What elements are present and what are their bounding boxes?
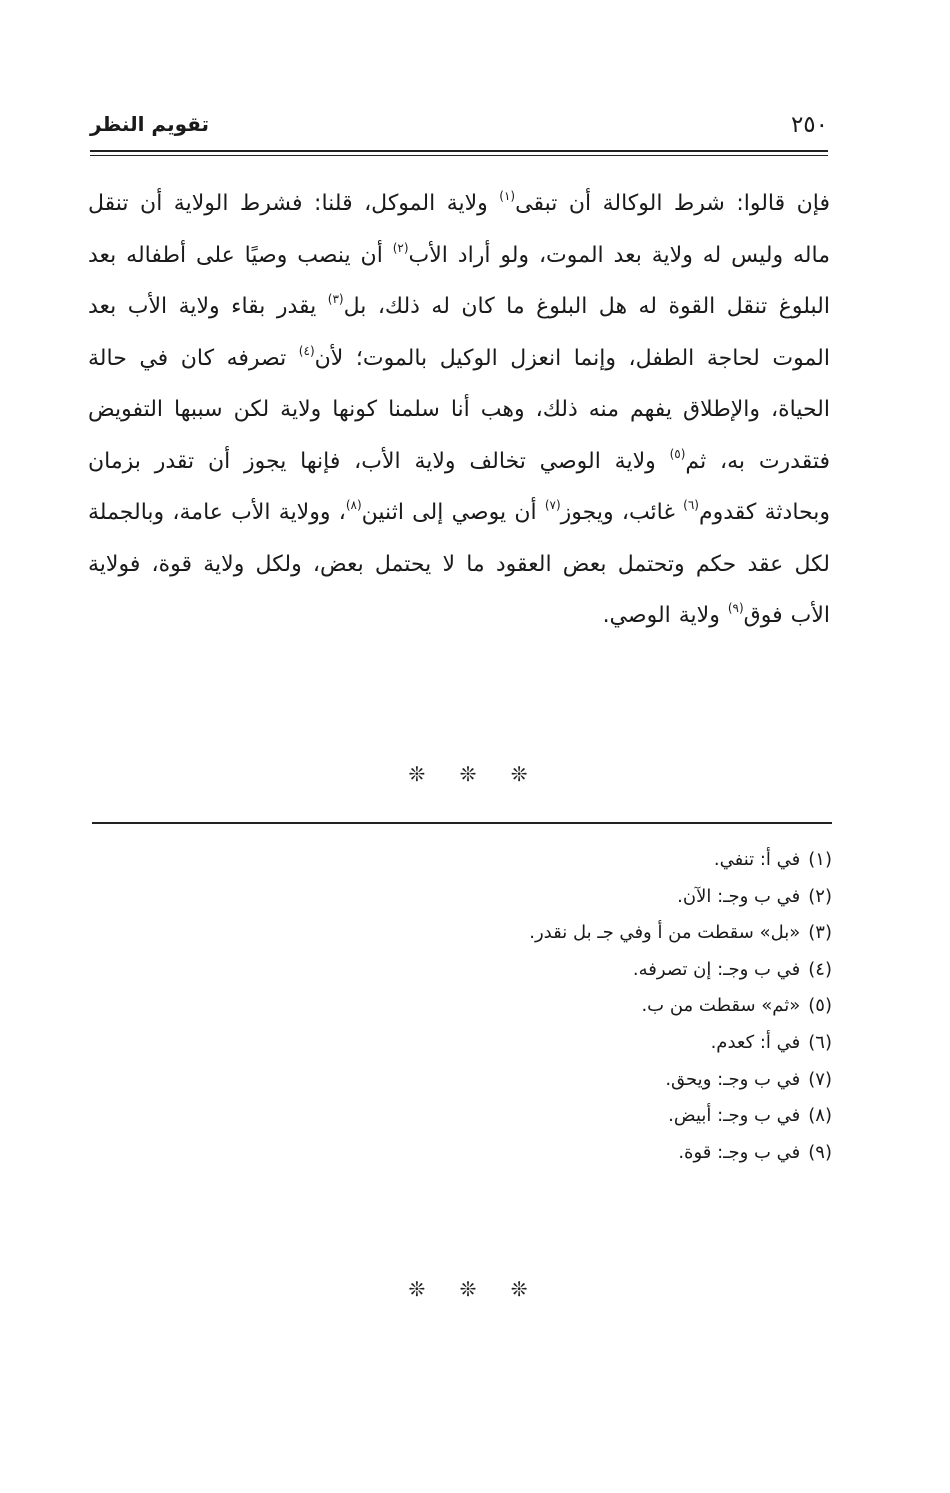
header-rule-thin bbox=[90, 155, 828, 156]
page-number: ٢٥٠ bbox=[790, 112, 828, 138]
footnote-text: في أ: كعدم. bbox=[710, 1031, 801, 1053]
footnote-marker-4: (٤) bbox=[298, 343, 315, 358]
footnote-marker-5: (٥) bbox=[669, 446, 686, 461]
footnote-marker-7: (٧) bbox=[544, 498, 561, 512]
footnote-item bbox=[132, 1135, 832, 1172]
footnote-number: (٥) bbox=[808, 995, 832, 1017]
footnote-marker-9: (٩) bbox=[727, 601, 744, 615]
footnote-marker-3: (٣) bbox=[327, 292, 344, 306]
text-segment: يقدر بقاء ولاية الأب بعد الموت لحاجة الطفل، وإنما انعزل الوكيل بالموت؛ لأن bbox=[88, 294, 830, 371]
footnote-number: (٤) bbox=[808, 958, 832, 980]
footnote-text: في ب وجـ: إن تصرفه. bbox=[632, 958, 801, 980]
text-segment: أن ينصب وصيًا على أطفاله بعد البلوغ تنقل القوة له هل البلوغ ما كان له ذلك، بل bbox=[88, 242, 830, 319]
footnote-item bbox=[132, 879, 832, 916]
footnote-text: في ب وجـ: أبيض. bbox=[668, 1105, 801, 1127]
footnote-text: «ثم» سقطت من ب. bbox=[641, 995, 801, 1017]
footnote-item bbox=[132, 1098, 832, 1135]
footnote-number: (١) bbox=[808, 849, 832, 870]
footnote-marker-1: (١) bbox=[499, 189, 516, 203]
page-header bbox=[90, 112, 828, 148]
header-rule-thick bbox=[90, 150, 828, 152]
text-segment: غائب، ويجوز bbox=[560, 500, 684, 525]
footnote-text: في ب وجـ: ويحق. bbox=[665, 1068, 801, 1090]
footnote-number: (٧) bbox=[808, 1068, 832, 1090]
footnote-item bbox=[132, 1025, 832, 1062]
footnote-rule bbox=[92, 822, 832, 824]
text-segment: أن يوصي إلى اثنين bbox=[361, 500, 545, 525]
footnote-number: (٩) bbox=[808, 1141, 832, 1163]
text-segment: ولاية الوصي تخالف ولاية الأب، فإنها يجوز أن تقدر بزمان وبحادثة كقدوم bbox=[88, 448, 830, 525]
footnote-item bbox=[132, 1062, 832, 1099]
footnote-text: في ب وجـ: الآن. bbox=[677, 885, 801, 907]
end-separator: ❊ ❊ ❊ bbox=[408, 1277, 542, 1301]
footnote-number: (٦) bbox=[808, 1031, 832, 1053]
footnote-item bbox=[132, 915, 832, 952]
footnote-number: (٣) bbox=[808, 922, 832, 944]
footnote-item bbox=[132, 952, 832, 989]
text-segment: فإن قالوا: شرط الوكالة أن تبقى bbox=[515, 191, 830, 216]
text-segment: ولاية الموكل، قلنا: فشرط الولاية أن تنقل ماله وليس له ولاية بعد الموت، ولو أراد الأب bbox=[88, 191, 830, 268]
footnote-number: (٢) bbox=[808, 885, 832, 907]
footnote-text: في أ: تنفي. bbox=[713, 849, 801, 870]
section-separator: ❊ ❊ ❊ bbox=[408, 762, 542, 786]
footnote-marker-8: (٨) bbox=[345, 498, 362, 512]
footnote-text: «بل» سقطت من أ وفي جـ بل نقدر. bbox=[529, 922, 801, 944]
text-segment: ولاية الوصي. bbox=[602, 603, 728, 628]
footnote-item bbox=[132, 988, 832, 1025]
footnote-text: في ب وجـ: قوة. bbox=[678, 1141, 801, 1163]
main-paragraph bbox=[88, 178, 830, 642]
text-segment: ، وولاية الأب عامة، وبالجملة لكل عقد حكم وتحتمل بعض العقود ما لا يحتمل بعض، ولكل ولاية قوة، فولاية الأب فوق bbox=[88, 500, 830, 628]
text-segment: تصرفه كان في حالة الحياة، والإطلاق يفهم منه ذلك، وهب أنا سلمنا كونها ولاية لكن سببها التفويض فتقدرت به، ثم bbox=[88, 345, 830, 474]
footnote-item bbox=[132, 842, 832, 879]
footnote-number: (٨) bbox=[808, 1105, 832, 1127]
running-title: تقويم النظر bbox=[90, 112, 210, 136]
footnote-marker-2: (٢) bbox=[392, 240, 409, 255]
footnote-marker-6: (٦) bbox=[683, 498, 699, 512]
footnotes-list bbox=[132, 842, 832, 1171]
